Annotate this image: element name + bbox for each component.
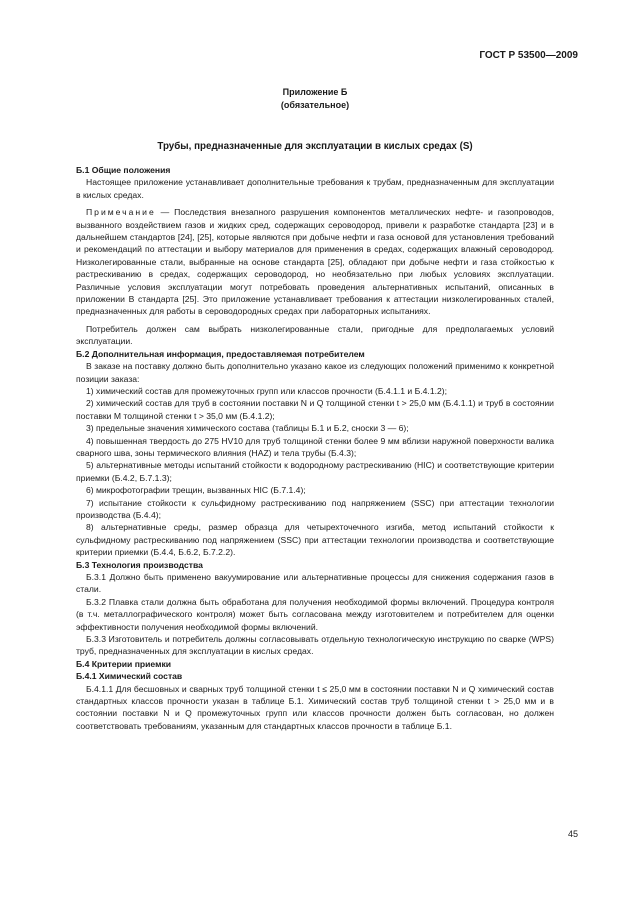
list-item: 7) испытание стойкости к сульфидному растрескиванию под напряжением (SSC) при аттестации технологии производства (Б.4.4);	[76, 497, 554, 520]
section-b1-intro: Настоящее приложение устанавливает дополнительные требования к трубам, предназначенным для эксплуатации в кислых средах.	[76, 177, 554, 200]
appendix-label: Приложение Б	[282, 87, 348, 97]
appendix-title: Трубы, предназначенные для эксплуатации в кислых средах (S)	[157, 141, 473, 152]
section-b2-heading: Б.2 Дополнительная информация, предоставляемая потребителем	[76, 348, 365, 359]
list-item: 2) химический состав для труб в состоянии поставки N и Q толщиной стенки t > 25,0 мм (Б.4.1.1) и труб в состоянии поставки M толщиной стенки t > 35,0 мм (Б.4.1.2);	[76, 398, 554, 421]
section-b1-consumer: Потребитель должен сам выбрать низколегированные стали, пригодные для предполагаемых условий эксплуатации.	[76, 323, 554, 347]
list-item: 6) микрофотографии трещин, вызванных HIC (Б.7.1.4);	[86, 485, 306, 496]
section-b1-heading: Б.1 Общие положения	[76, 165, 171, 175]
document-body	[76, 164, 554, 732]
section-b3-heading: Б.3 Технология производства	[76, 559, 203, 570]
section-b3-p1: Б.3.1 Должно быть применено вакуумирование или альтернативные процессы для снижения содержания газов в стали.	[76, 572, 554, 595]
list-item: 4) повышенная твердость до 275 HV10 для труб толщиной стенки более 9 мм вблизи наружной поверхности валика сварного шва, зоны термического влияния (HAZ) и тела трубы (Б.4.3);	[76, 435, 554, 458]
section-b3-p2: Б.3.2 Плавка стали должна быть обработана для получения необходимой формы включений. Процедура контроля (в т.ч. металлографического контроля) может быть согласована между изготовителем и потребителем для оценки эффективности получения необходимой формы включений.	[76, 596, 554, 632]
section-b4-heading: Б.4 Критерии приемки	[76, 658, 172, 669]
appendix-status: (обязательное)	[280, 100, 350, 110]
appendix-heading	[0, 86, 630, 112]
page-number: 45	[567, 829, 578, 839]
note-text: — Последствия внезапного разрушения компонентов металлических нефте- и газопроводов, вызванного воздействием газов и жидких сред, содержащих сероводород, привели к разработке стандарта [23] и в дальнейшем стандартов [24], [25], которые являются при добыче нефти и газа основой для установления требований и рекомендаций по аттестации и выбору материалов для применения в средах, содержащих влажный сероводород. Низколегированные стали, выбранные на основе стандарта [25], обладают при добыче нефти и газа стойкостью к растрескиванию в средах, содержащих сероводород, но необязательно при любых условиях эксплуатации. Различные условия эксплуатации могут потребовать проведения альтернативных испытаний, описанных в приложении В стандарта [25]. Это приложение устанавливает требования к аттестации низколегированных сталей, предназначенных для работы в сероводородных средах при лабораторных испытаниях.	[76, 207, 554, 317]
section-b3-p3: Б.3.3 Изготовитель и потребитель должны согласовывать отдельную технологическую инструкцию по сварке (WPS) труб, предназначенных для эксплуатации в кислых средах.	[76, 634, 554, 657]
list-item: 1) химический состав для промежуточных групп или классов прочности (Б.4.1.1 и Б.4.1.2);	[86, 385, 448, 396]
list-item: 3) предельные значения химического состава (таблицы Б.1 и Б.2, сноски 3 — 6);	[86, 423, 409, 434]
list-item: 8) альтернативные среды, размер образца для четырехточечного изгиба, метод испытаний стойкости к сульфидному растрескиванию под напряжением (SSC) при аттестации технологии производства и соответствующие критерии приемки (Б.4.4, Б.6.2, Б.7.2.2).	[76, 522, 554, 558]
note-label: Примечание	[86, 207, 156, 218]
section-b1-note	[76, 206, 554, 318]
list-item: 5) альтернативные методы испытаний стойкости к водородному растрескиванию (HIC) и соответствующие критерии приемки (Б.4.2, Б.7.1.3);	[76, 460, 554, 483]
section-b4-1-1: Б.4.1.1 Для бесшовных и сварных труб толщиной стенки t ≤ 25,0 мм в состоянии поставки N и Q химический состав стандартных классов прочности указан в таблице Б.1. Химический состав труб толщиной стенки t > 25,0 мм и в состоянии поставки N и Q промежуточных групп или классов прочности должен быть согласован, но должен соответствовать требованиям, указанным для стандартных классов прочности в таблице Б.1.	[76, 683, 554, 731]
section-b4-1-heading: Б.4.1 Химический состав	[76, 671, 183, 682]
section-b2-intro: В заказе на поставку должно быть дополнительно указано какое из следующих положений применимо к конкретной позиции заказа:	[76, 361, 554, 384]
standard-code: ГОСТ Р 53500—2009	[479, 50, 578, 61]
